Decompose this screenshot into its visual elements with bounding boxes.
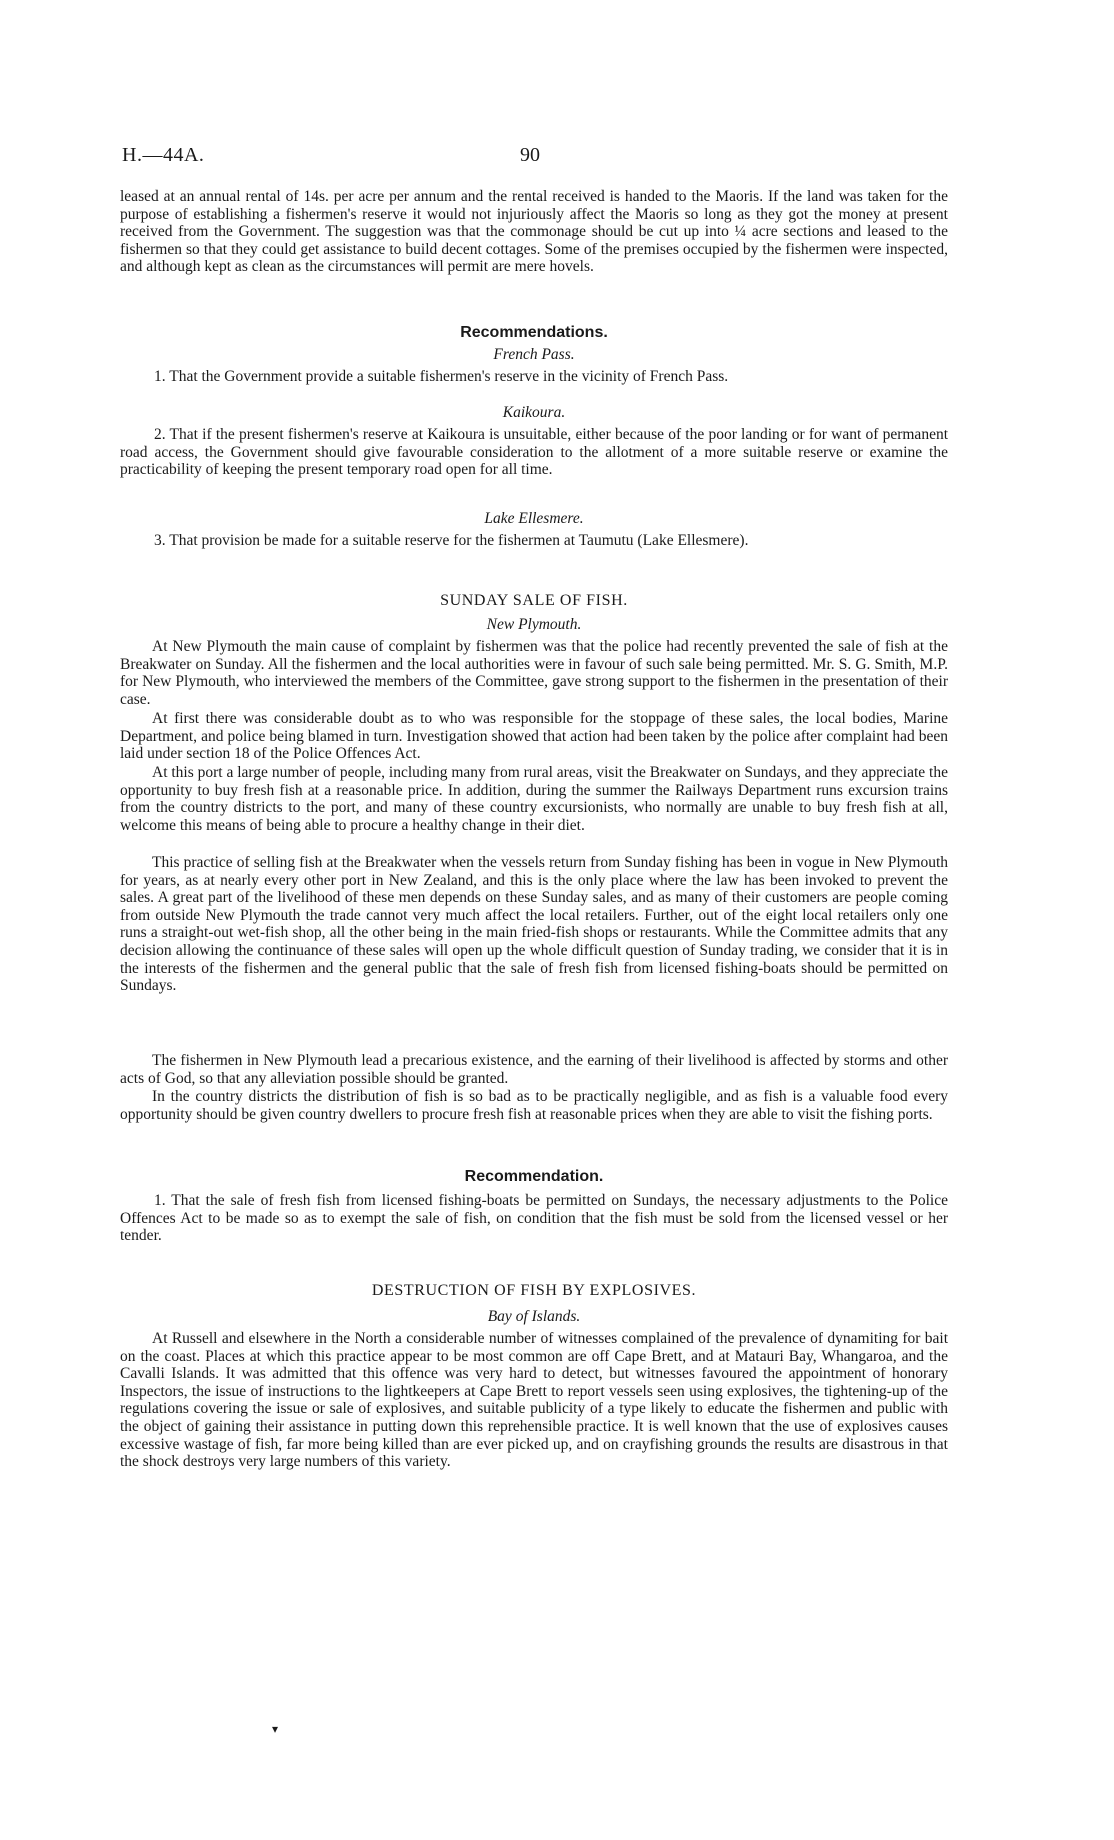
recommendation-text: 1. That the sale of fresh fish from licensed fishing-boats be permitted on Sundays, the necessary adjustments to the Police Offences Act to be made so as to exempt the sale of fish, on condition that the fish must be sold from the licensed vessel or her tender. [120,1192,948,1245]
page-body [120,188,948,1510]
document-reference: H.—44A. [122,144,205,166]
explosives-paragraph: At Russell and elsewhere in the North a considerable number of witnesses complained of the prevalence of dynamiting for bait on the coast. Places at which this practice appear to be most common are off Cape Brett, and at Matauri Bay, Whangaroa, and the Cavalli Islands. It was admitted that this offence was very hard to detect, but witnesses favoured the appointment of honorary Inspectors, the issue of instructions to the lightkeepers at Cape Brett to report vessels seen using explosives, the tightening-up of the regulations covering the issue or sale of explosives, and suitable publicity of a type likely to educate the fishermen and public with the object of gaining their assistance in putting down this reprehensible practice. It is well known that the use of explosives causes excessive wastage of fish, far more being killed than are ever picked up, and on crayfishing grounds the results are disastrous in that the shock destroys very large numbers of this variety. [120,1330,948,1471]
place-kaikoura: Kaikoura. [502,404,566,421]
recommendation-item-3: 3. That provision be made for a suitable reserve for the fishermen at Taumutu (Lake Ellesmere). [154,532,749,549]
place-french-pass: French Pass. [493,346,575,363]
place-bay-of-islands: Bay of Islands. [487,1308,581,1325]
recommendation-item-1: 1. That the Government provide a suitable fishermen's reserve in the vicinity of French Pass. [154,368,729,385]
place-new-plymouth: New Plymouth. [486,616,582,633]
intro-paragraph: leased at an annual rental of 14s. per acre per annum and the rental received is handed to the Maoris. If the land was taken for the purpose of establishing a fishermen's reserve it would not injuriously affect the Maoris so long as they got the money at present received from the Government. The suggestion was that the commonage should be cut up into ¼ acre sections and leased to the fishermen so that they could get assistance to build decent cottages. Some of the premises occupied by the fishermen were inspected, and although kept as clean as the circumstances will permit are mere hovels. [120,188,948,276]
sunday-paragraph: The fishermen in New Plymouth lead a precarious existence, and the earning of their livelihood is affected by storms and other acts of God, so that any alleviation possible should be granted. [120,1052,948,1087]
sunday-paragraph: At New Plymouth the main cause of complaint by fishermen was that the police had recently prevented the sale of fish at the Breakwater on Sunday. All the fishermen and the local authorities were in favour of such sale being permitted. Mr. S. G. Smith, M.P. for New Plymouth, who interviewed the members of the Committee, gave strong support to the fishermen in the presentation of their case. [120,638,948,708]
section-heading-explosives: DESTRUCTION OF FISH BY EXPLOSIVES. [371,1282,697,1299]
sunday-paragraph: In the country districts the distribution of fish is so bad as to be practically negligible, and as fish is a valuable food every opportunity should be given country dwellers to procure fresh fish at reasonable prices when they are able to visit the fishing ports. [120,1088,948,1123]
explosives-section [120,1282,948,1510]
page-number: 90 [520,144,540,166]
recommendations-section [120,324,948,550]
recommendation-section [120,1168,948,1246]
recommendation-item-2: 2. That if the present fishermen's reserve at Kaikoura is unsuitable, either because of the poor landing or for want of permanent road access, the Government should give favourable consideration to the allotment of a more suitable reserve or examine the practicability of keeping the present temporary road open for all time. [120,426,948,479]
sunday-paragraph: This practice of selling fish at the Breakwater when the vessels return from Sunday fishing has been in vogue in New Plymouth for years, as at nearly every other port in New Zealand, and this is the only place where the law has been invoked to prevent the sales. A great part of the livelihood of these men depends on these Sunday sales, and as many of their customers are people coming from outside New Plymouth the trade cannot very much affect the local retailers. Further, out of the eight local retailers only one runs a straight-out wet-fish shop, all the other being in the main fried-fish shops or restaurants. While the Committee admits that any decision allowing the continuance of these sales will open up the whole difficult question of Sunday trading, we consider that it is in the interests of the fishermen and the general public that the sale of fresh fish from licensed fishing-boats should be permitted on Sundays. [120,854,948,995]
page-header [122,140,948,180]
place-lake-ellesmere: Lake Ellesmere. [484,510,584,527]
recommendations-heading: Recommendations. [460,324,608,341]
sunday-sale-section [120,592,948,1142]
sunday-paragraph: At first there was considerable doubt as to who was responsible for the stoppage of these sales, the local bodies, Marine Department, and police being blamed in turn. Investigation showed that action had been taken by the police after complaint had been laid under section 18 of the Police Offences Act. [120,710,948,763]
section-heading-sunday-sale: SUNDAY SALE OF FISH. [440,592,628,609]
recommendation-heading: Recommendation. [464,1168,604,1185]
sunday-paragraph: At this port a large number of people, including many from rural areas, visit the Breakwater on Sundays, and they appreciate the opportunity to buy fresh fish at a reasonable price. In addition, during the summer the Railways Department runs excursion trains from the country districts to the port, and many of these country excursionists, who normally are unable to buy fresh fish at all, welcome this means of being able to procure a healthy change in their diet. [120,764,948,834]
stray-mark: ▾ [272,1722,279,1736]
